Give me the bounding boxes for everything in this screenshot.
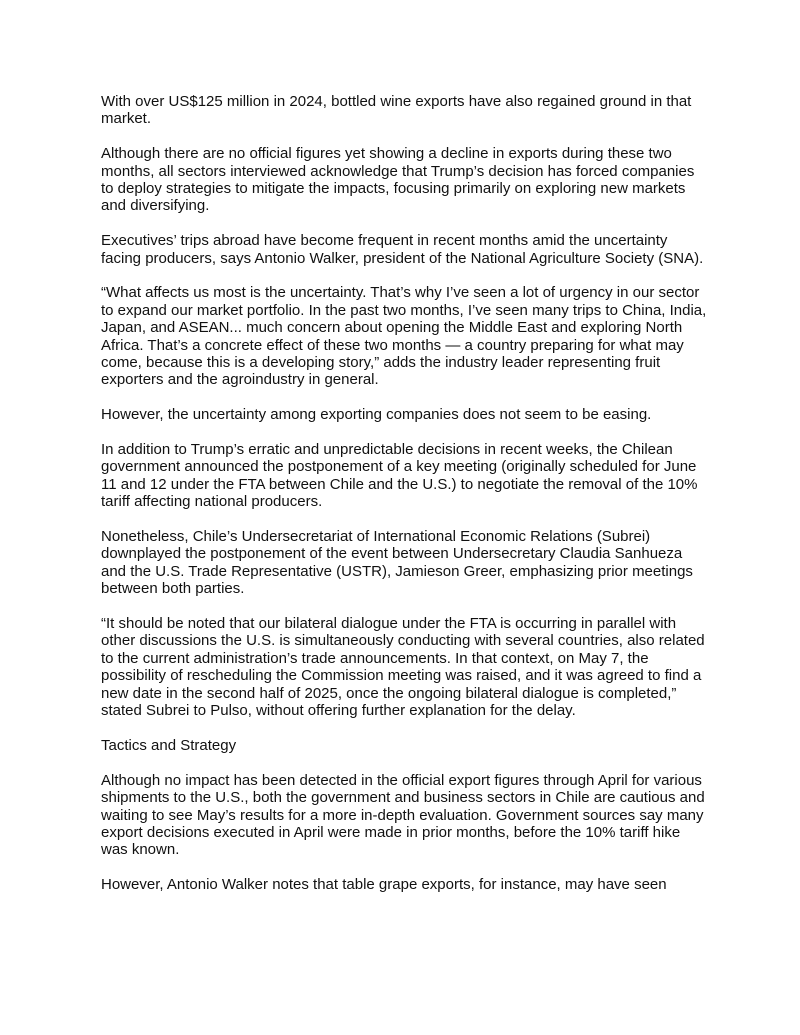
document-page — [101, 93, 711, 911]
paragraph-meeting-postponement: In addition to Trump’s erratic and unpredictable decisions in recent weeks, the Chilean government announced the postponement of a key meeting (originally scheduled for June 11 and 12 under the FTA between Chile and the U.S.) to negotiate the removal of the 10% tariff affecting national producers. — [101, 441, 698, 511]
paragraph-subrei-quote: “It should be noted that our bilateral dialogue under the FTA is occurring in parallel with other discussions the U.S. is simultaneously conducting with several countries, also related to the current administration’s trade announcements. In that context, on May 7, the possibility of rescheduling the Commission meeting was raised, and it was agreed to find a new date in the second half of 2025, once the ongoing bilateral dialogue is completed,” stated Subrei to Pulso, without offering further explanation for the delay. — [101, 615, 705, 720]
paragraph-wine-exports: With over US$125 million in 2024, bottled wine exports have also regained ground in that market. — [101, 93, 692, 128]
paragraph-executives-trips: Executives’ trips abroad have become frequent in recent months amid the uncertainty facing producers, says Antonio Walker, president of the National Agriculture Society (SNA). — [101, 232, 704, 267]
paragraph-no-impact-detected: Although no impact has been detected in the official export figures through April for various shipments to the U.S., both the government and business sectors in Chile are cautious and waiting to see May’s results for a more in-depth evaluation. Government sources say many export decisions executed in April were made in prior months, before the 10% tariff hike was known. — [101, 771, 705, 859]
paragraph-walker-quote: “What affects us most is the uncertainty. That’s why I’ve seen a lot of urgency in our sector to expand our market portfolio. In the past two months, I’ve seen many trips to China, India, Japan, and ASEAN... much concern about opening the Middle East and exploring North Africa. That’s a concrete effect of these two months — a country preparing for what may come, because this is a developing story,” adds the industry leader representing fruit exporters and the agroindustry in general. — [101, 284, 707, 389]
paragraph-uncertainty-not-easing: However, the uncertainty among exporting companies does not seem to be easing. — [101, 406, 652, 424]
section-heading-tactics: Tactics and Strategy — [101, 736, 237, 754]
paragraph-table-grapes: However, Antonio Walker notes that table grape exports, for instance, may have seen — [101, 876, 667, 894]
paragraph-subrei-downplayed: Nonetheless, Chile’s Undersecretariat of International Economic Relations (Subrei) downplayed the postponement of the event between Undersecretary Claudia Sanhueza and the U.S. Trade Representative (USTR), Jamieson Greer, emphasizing prior meetings between both parties. — [101, 528, 693, 598]
paragraph-no-official-figures: Although there are no official figures yet showing a decline in exports during these two months, all sectors interviewed acknowledge that Trump’s decision has forced companies to deploy strategies to mitigate the impacts, focusing primarily on exploring new markets and diversifying. — [101, 145, 695, 215]
